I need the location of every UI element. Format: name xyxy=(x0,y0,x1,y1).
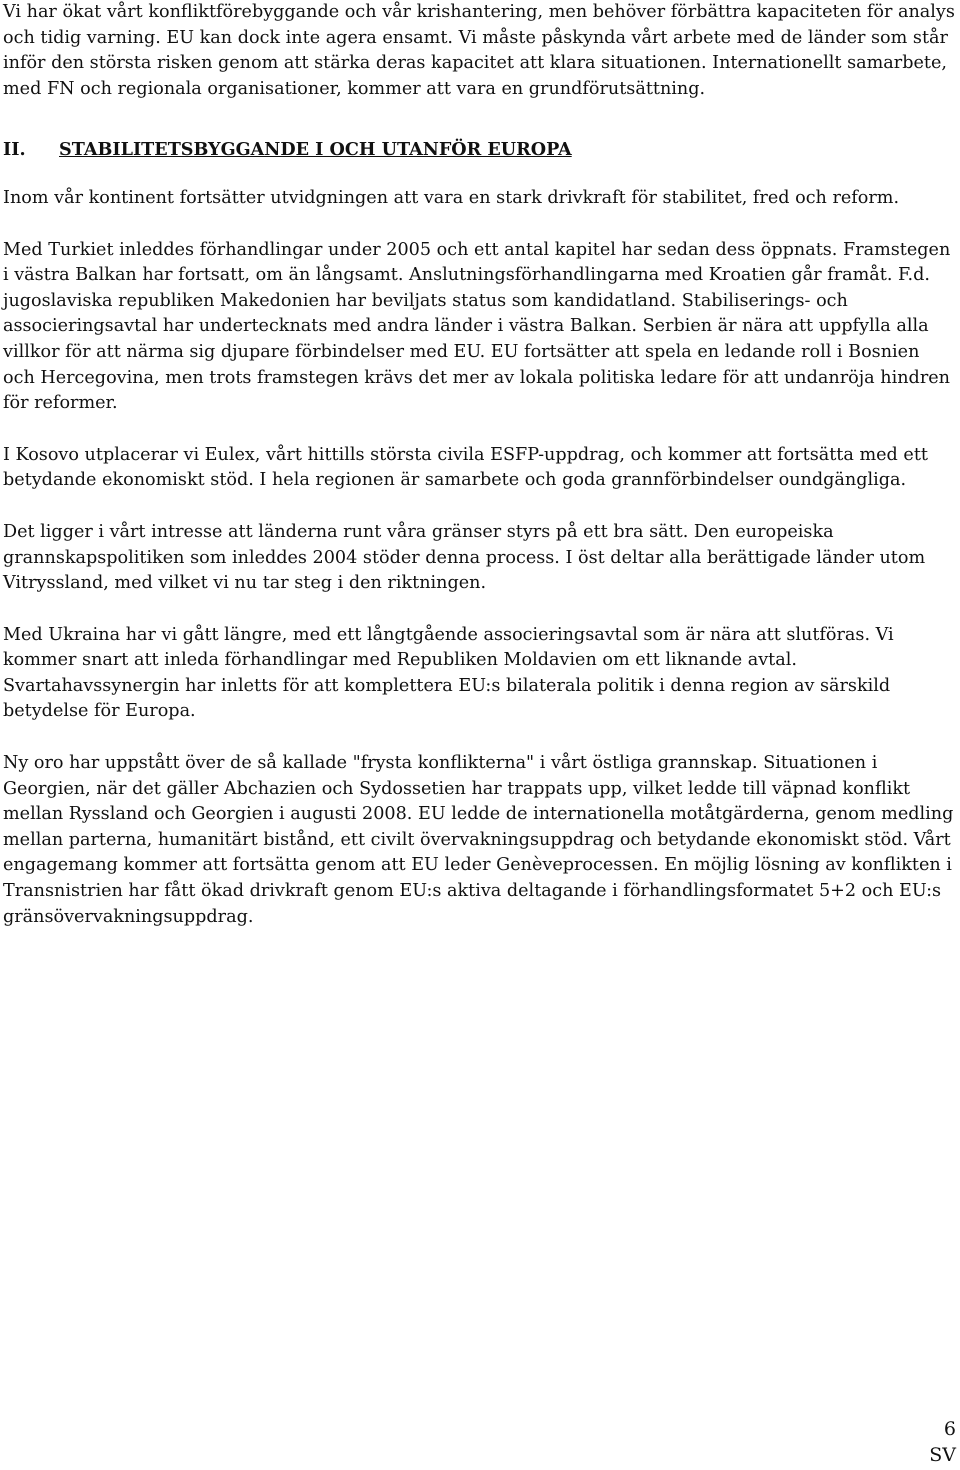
body-paragraph-ukraine-moldova: Med Ukraina har vi gått längre, med ett långtgående associeringsavtal som är nära att slutföras. Vi kommer snart att inleda förhandlingar med Republiken Moldavien om ett liknande avtal. Svartahavssynergin har inletts för att komplettera EU:s bilaterala politik i denna region av särskild betydelse för Europa. xyxy=(3,624,894,722)
body-paragraph-turkey-balkans: Med Turkiet inleddes förhandlingar under 2005 och ett antal kapitel har sedan dess öppnats. Framstegen i västra Balkan har fortsatt, om än långsamt. Anslutningsförhandlingarna med Kroatien går framåt. F.d. jugoslaviska republiken Makedonien har beviljats status som kandidatland. Stabiliserings- och associeringsavtal har undertecknats med andra länder i västra Balkan. Serbien är nära att uppfylla alla villkor för att närma sig djupare förbindelser med EU. EU fortsätter att spela en ledande roll i Bosnien och Hercegovina, men trots framstegen krävs det mer av lokala politiska ledare för att undanröja hindren för reformer. xyxy=(3,239,951,414)
section-title: STABILITETSBYGGANDE I OCH UTANFÖR EUROPA xyxy=(59,139,572,161)
language-code: SV xyxy=(929,1444,956,1466)
page-footer xyxy=(929,1416,956,1468)
page-number: 6 xyxy=(943,1418,956,1440)
document-page xyxy=(3,0,955,930)
body-paragraph-enlargement: Inom vår kontinent fortsätter utvidgningen att vara en stark drivkraft för stabilitet, fred och reform. xyxy=(3,187,900,208)
body-paragraph-frozen-conflicts: Ny oro har uppstått över de så kallade "frysta konflikterna" i vårt östliga grannskap. Situationen i Georgien, när det gäller Abchazien och Sydossetien har trappats upp, vilket ledde till väpnad konflikt mellan Ryssland och Georgien i augusti 2008. EU ledde de internationella motåtgärderna, genom medling mellan parterna, humanitärt bistånd, ett civilt övervakningsuppdrag och betydande ekonomiskt stöd. Vårt engagemang kommer att fortsätta genom att EU leder Genèveprocessen. En möjlig lösning av konflikten i Transnistrien har fått ökad drivkraft genom EU:s aktiva deltagande i förhandlingsformatet 5+2 och EU:s gränsövervakningsuppdrag. xyxy=(3,753,954,927)
body-paragraph-neighbourhood-policy: Det ligger i vårt intresse att länderna runt våra gränser styrs på ett bra sätt. Den europeiska grannskapspolitiken som inleddes 2004 stöder denna process. I öst deltar alla berättigade länder utom Vitryssland, med vilket vi nu tar steg i den riktningen. xyxy=(3,521,926,594)
section-heading xyxy=(3,137,955,163)
body-paragraph-kosovo: I Kosovo utplacerar vi Eulex, vårt hittills största civila ESFP-uppdrag, och kommer att fortsätta med ett betydande ekonomiskt stöd. I hela regionen är samarbete och goda grannförbindelser oundgängliga. xyxy=(3,444,928,491)
intro-paragraph: Vi har ökat vårt konfliktförebyggande och vår krishantering, men behöver förbättra kapaciteten för analys och tidig varning. EU kan dock inte agera ensamt. Vi måste påskynda vårt arbete med de länder som står inför den största risken genom att stärka deras kapacitet att klara situationen. Internationellt samarbete, med FN och regionala organisationer, kommer att vara en grundförutsättning. xyxy=(3,2,955,99)
section-number: II. xyxy=(3,139,26,161)
